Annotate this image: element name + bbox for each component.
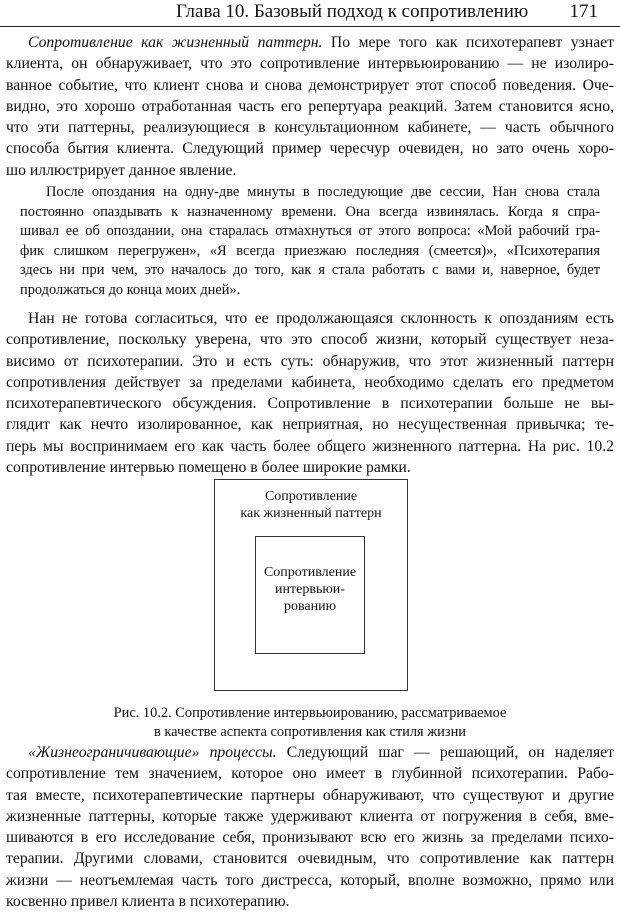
paragraph-line: сопротивление тем значением, которое оно имеет в глубинной психотерапии. Рабо-: [6, 765, 614, 783]
quote-line: После опоздания на одну-две минуты в последующие две сессии, Нан снова стала: [46, 184, 600, 200]
paragraph-line: видно, это хорошо отработанная часть его репертуара реакций. Затем становится ясно,: [6, 97, 614, 115]
running-header: [0, 0, 620, 27]
run-in-heading: «Жизнеограничивающие» процессы.: [28, 744, 277, 761]
paragraph-line: что эти паттерны, реализующиеся в консультационном кабинете, — часть обычного: [6, 119, 614, 137]
paragraph-line: «Жизнеограничивающие» процессы. Следующий шаг — решающий, он наделяет: [28, 744, 614, 761]
caption-line: в качестве аспекта сопротивления как стиля жизни: [154, 724, 466, 740]
paragraph-life-limiting: [6, 742, 614, 912]
paragraph-line: терапии. Другими словами, становится очевидным, что сопротивление как паттерн: [6, 850, 614, 868]
run-in-heading: Сопротивление как жизненный паттерн.: [28, 34, 323, 51]
paragraph-line: сопротивление интервью помещено в более широкие рамки.: [6, 459, 411, 477]
paragraph-line: сопротивления действует за пределами кабинета, необходимо сделать его предметом: [6, 373, 614, 391]
paragraph-line: перь мы воспринимаем его как часть более общего жизненного паттерна. На рис. 10.2: [6, 437, 614, 455]
paragraph-line: тая вместе, психотерапевтические партнеры обнаруживают, что существуют и другие: [6, 786, 614, 804]
paragraph-line: шиваются в его исследование себя, пронизывают всю его жизнь за пределами психо-: [6, 829, 614, 847]
quote-line: здесь ни при чем, это началось до того, как я стала работать с вами и, наверное, будет: [20, 262, 600, 278]
paragraph-line: сопротивление, поскольку уверена, что это способ жизни, который существует неза-: [6, 331, 614, 349]
figure-outer-box: [214, 479, 408, 691]
paragraph-line: Сопротивление как жизненный паттерн. По мере того как психотерапевт узнает: [28, 34, 614, 51]
outer-box-label: Сопротивление как жизненный паттерн: [240, 489, 382, 521]
case-example-quote: [20, 183, 600, 300]
chapter-title: Глава 10. Базовый подход к сопротивлению: [176, 1, 529, 22]
paragraph-line: жизни — неотъемлемая часть того дистресса, который, вполне возможно, прямо или: [6, 871, 614, 889]
paragraph-line: ванное событие, что клиент снова и снова демонстрирует этот способ поведения. Оче-: [6, 76, 614, 94]
paragraph-line: психотерапевтического обсуждения. Сопротивление в психотерапии больше не вы-: [6, 395, 614, 413]
quote-line: шивал ее об опоздании, она старалась отмахнуться от этого вопроса: «Мой рабочий гра-: [20, 223, 600, 239]
caption-line: Рис. 10.2. Сопротивление интервьюированию, рассматриваемое: [113, 705, 507, 721]
inner-box-label: Сопротивление интервьюи- рованию: [263, 565, 357, 614]
quote-line: постоянно опаздывать к назначенному времени. Она всегда извинялась. Когда я спра-: [20, 203, 600, 220]
paragraph-line: глядит как нечто изолированное, как неприятная, но несущественная привычка; те-: [6, 416, 614, 434]
paragraph-life-pattern: [6, 32, 614, 181]
paragraph-line: клиента, он обнаруживает, что это сопротивление интервьюированию — не изолиро-: [6, 55, 614, 73]
figure-caption: [0, 704, 620, 742]
paragraph-line: шо иллюстрирует данное явление.: [6, 161, 237, 179]
paragraph-line: Нан не готова согласиться, что ее продолжающаяся склонность к опозданиям есть: [28, 310, 614, 327]
page-number: 171: [569, 1, 598, 22]
paragraph-nan: [6, 308, 614, 478]
quote-line: фик слишком перегружен», «Я всегда приезжаю последняя (смеется)», «Психотерапия: [20, 242, 600, 259]
quote-line: продолжаться до конца моих дней».: [20, 281, 241, 298]
figure-inner-box: [255, 536, 365, 654]
paragraph-line: жизненные паттерны, которые также удерживают клиента от погружения в себя, вме-: [6, 807, 614, 825]
paragraph-line: способа бытия клиента. Следующий пример чересчур очевиден, но зато очень хоро-: [6, 140, 614, 158]
paragraph-line: висимо от психотерапии. Это и есть суть: обнаружив, что этот жизненный паттерн: [6, 352, 614, 370]
paragraph-line: косвенно привел клиента в психотерапию.: [6, 893, 290, 911]
